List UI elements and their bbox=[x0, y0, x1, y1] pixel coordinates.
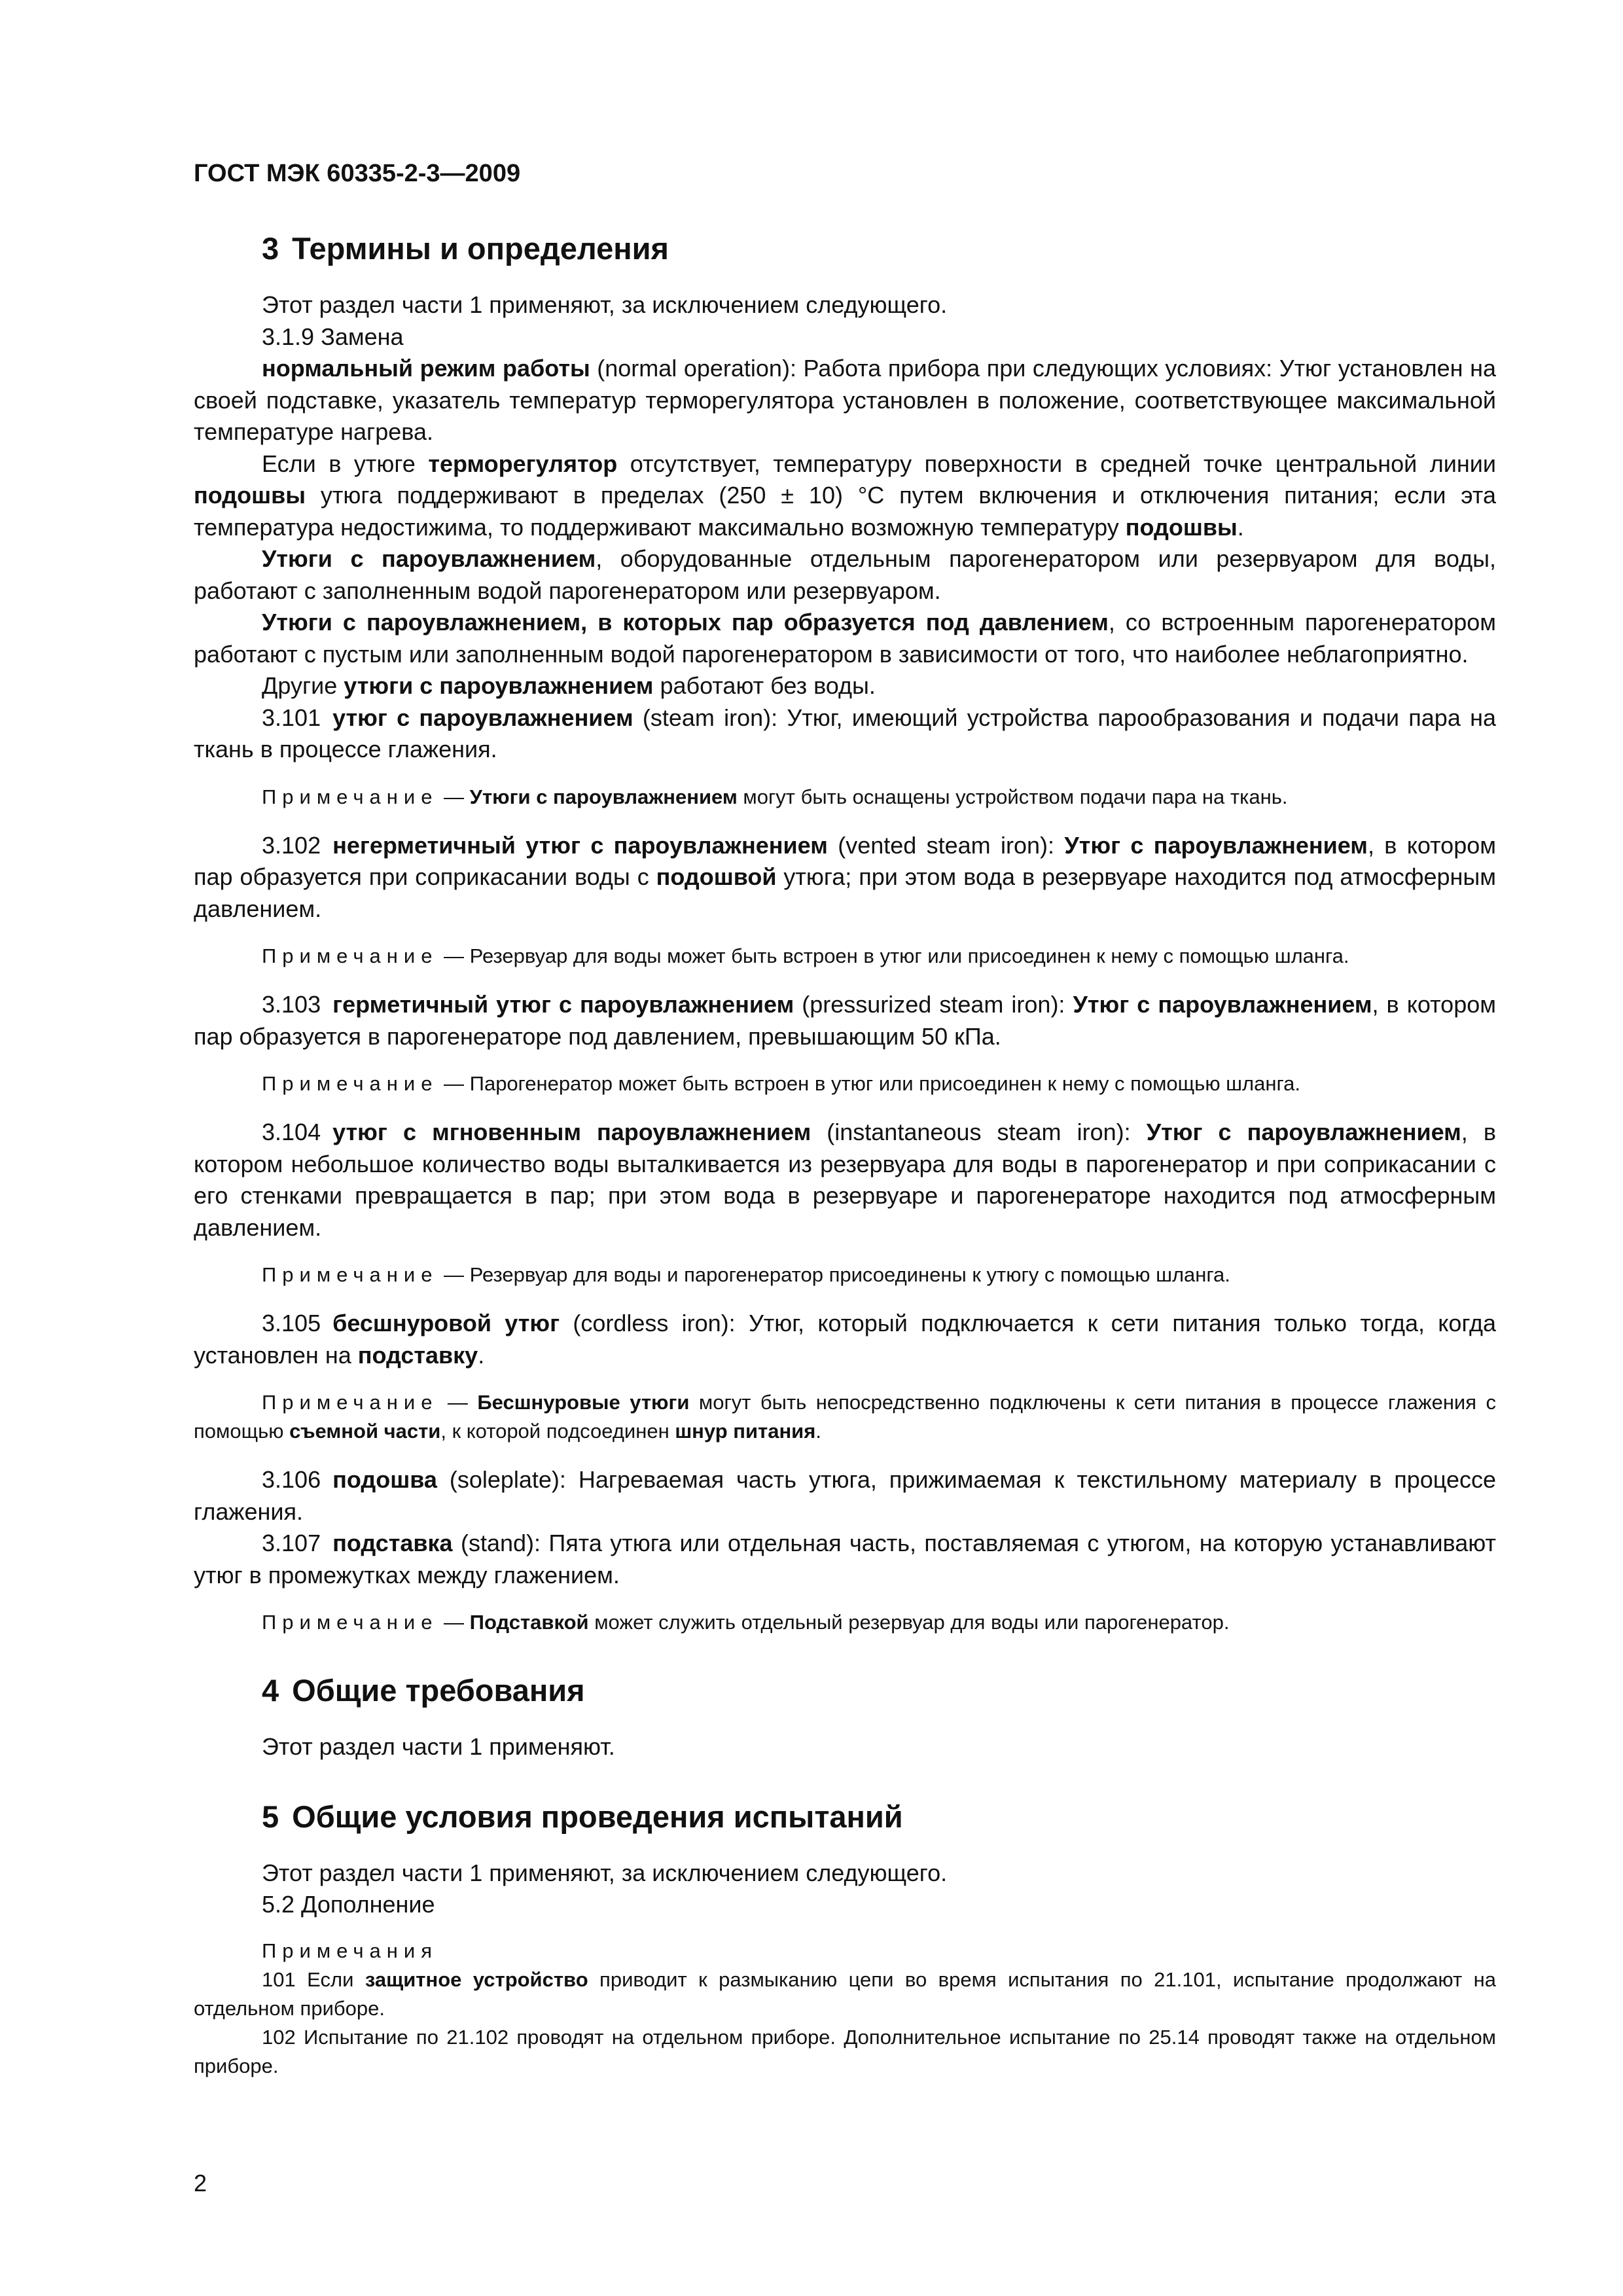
paragraph-other-steam-irons: Другие утюги с пароувлажнением работают без воды. bbox=[262, 672, 876, 699]
clause-5-2: 5.2 Дополнение bbox=[262, 1891, 435, 1918]
section-title: Термины и определения bbox=[292, 231, 669, 266]
clause-3-1-9: 3.1.9 Замена bbox=[262, 323, 404, 350]
note-3-104: Примечание — Резервуар для воды и парогенератор присоединены к утюгу с помощью шланга. bbox=[262, 1263, 1230, 1286]
page-number: 2 bbox=[194, 2170, 207, 2197]
section-4-text: Этот раздел части 1 применяют. bbox=[262, 1733, 615, 1760]
note-3-105: Примечание — Бесшнуровые утюги могут быть непосредственно подключены к сети питания в процессе глажения с помощью съемной части, к которой подсоединен шнур питания. bbox=[194, 1391, 1496, 1443]
definition-3-104: 3.104 утюг с мгновенным пароувлажнением (instantaneous steam iron): Утюг с пароувлажнением, в котором небольшое количество воды выталкивается из резервуара для воды в парогенератор и при соприкасании с его стенками превращается в пар; при этом вода в резервуаре и парогенераторе находится под атмосферным давлением. bbox=[194, 1119, 1496, 1241]
note-3-103: Примечание — Парогенератор может быть встроен в утюг или присоединен к нему с помощью шланга. bbox=[262, 1072, 1300, 1095]
definition-3-106: 3.106 подошва (soleplate): Нагреваемая часть утюга, прижимаемая к текстильному материалу в процессе глажения. bbox=[194, 1466, 1496, 1525]
definition-3-105: 3.105 бесшнуровой утюг (cordless iron): Утюг, который подключается к сети питания только тогда, когда установлен на подставку. bbox=[194, 1310, 1496, 1369]
definition-3-101: 3.101 утюг с пароувлажнением (steam iron): Утюг, имеющий устройства парообразования и подачи пара на ткань в процессе глажения. bbox=[194, 704, 1496, 762]
section-title: Общие требования bbox=[292, 1673, 585, 1708]
note-101: 101 Если защитное устройство приводит к размыканию цепи во время испытания по 21.101, испытание продолжают на отдельном приборе. bbox=[194, 1967, 1496, 2020]
definition-3-107: 3.107 подставка (stand): Пята утюга или отдельная часть, поставляемая с утюгом, на которую устанавливают утюг в промежутках между глажением. bbox=[194, 1530, 1496, 1588]
section-number: 4 bbox=[262, 1673, 279, 1708]
notes-heading: Примечания bbox=[262, 1939, 438, 1962]
definition-3-102: 3.102 негерметичный утюг с пароувлажнением (vented steam iron): Утюг с пароувлажнением, в котором пар образуется при соприкасании воды с подошвой утюга; при этом вода в резервуаре находится под атмосферным давлением. bbox=[194, 831, 1496, 922]
section-3-intro: Этот раздел части 1 применяют, за исключением следующего. bbox=[262, 291, 948, 318]
note-3-101: Примечание — Утюги с пароувлажнением могут быть оснащены устройством подачи пара на ткань. bbox=[262, 785, 1288, 808]
note-3-102: Примечание — Резервуар для воды может быть встроен в утюг или присоединен к нему с помощью шланга. bbox=[262, 944, 1349, 967]
section-3-heading bbox=[194, 229, 1496, 268]
paragraph-normal-operation: нормальный режим работы (normal operation): Работа прибора при следующих условиях: Утюг установлен на своей подставке, указатель температур терморегулятора установлен в положение, соответствующее максимальной температуре нагрева. bbox=[194, 355, 1497, 445]
paragraph-thermostat: Если в утюге терморегулятор отсутствует, температуру поверхности в средней точке центральной линии подошвы утюга поддерживают в пределах (250 ± 10) °С путем включения и отключения питания; если эта температура недостижима, то поддерживают максимально возможную температуру подошвы. bbox=[194, 450, 1497, 541]
paragraph-steam-irons: Утюги с пароувлажнением, оборудованные отдельным парогенератором или резервуаром для воды, работают с заполненным водой парогенератором или резервуаром. bbox=[194, 545, 1496, 604]
term: нормальный режим работы bbox=[262, 355, 590, 382]
note-102: 102 Испытание по 21.102 проводят на отдельном приборе. Дополнительное испытание по 25.14 проводят также на отдельном приборе. bbox=[194, 2025, 1496, 2077]
document-page bbox=[194, 157, 1496, 2081]
section-5-heading bbox=[194, 1797, 1496, 1837]
note-3-107: Примечание — Подставкой может служить отдельный резервуар для воды или парогенератор. bbox=[262, 1611, 1230, 1634]
paragraph-pressurized-steam-irons: Утюги с пароувлажнением, в которых пар образуется под давлением, со встроенным парогенератором работают с пустым или заполненным водой парогенератором в зависимости от того, что наиболее неблагоприятно. bbox=[194, 609, 1496, 668]
section-number: 5 bbox=[262, 1799, 279, 1834]
section-4-heading bbox=[194, 1671, 1496, 1710]
section-number: 3 bbox=[262, 231, 279, 266]
standard-header: ГОСТ МЭК 60335-2-3—2009 bbox=[194, 160, 521, 187]
definition-3-103: 3.103 герметичный утюг с пароувлажнением (pressurized steam iron): Утюг с пароувлажнением, в котором пар образуется в парогенераторе под давлением, превышающим 50 кПа. bbox=[194, 991, 1496, 1050]
section-title: Общие условия проведения испытаний bbox=[292, 1799, 903, 1834]
section-5-intro: Этот раздел части 1 применяют, за исключением следующего. bbox=[262, 1859, 948, 1886]
